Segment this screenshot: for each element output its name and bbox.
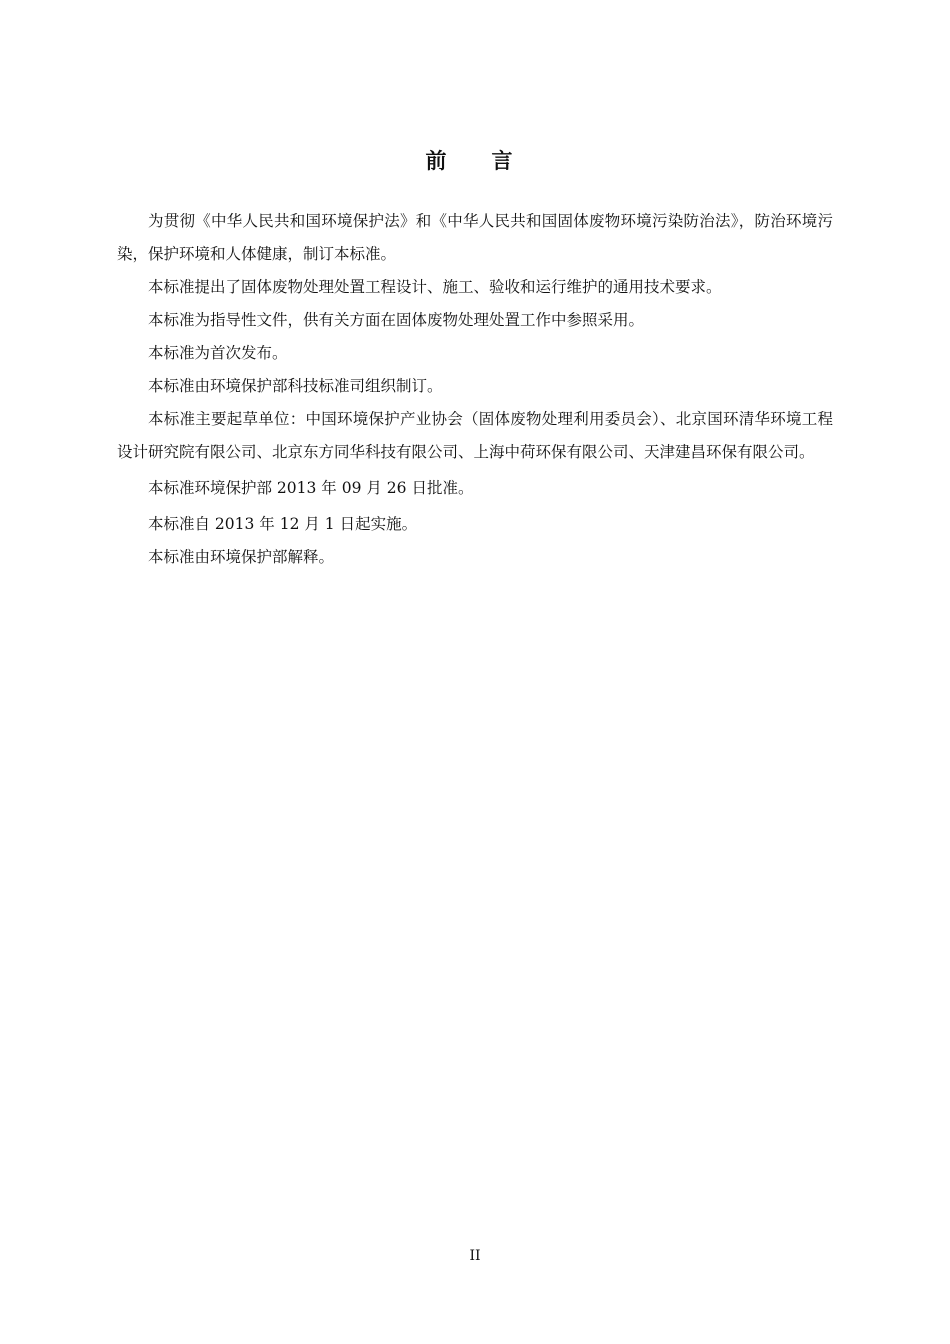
paragraph-purpose: 为贯彻《中华人民共和国环境保护法》和《中华人民共和国固体废物环境污染防治法》，防治环境污染，保护环境和人体健康，制订本标准。 xyxy=(117,212,833,263)
section-title: 前 言 xyxy=(425,149,525,173)
paragraph-first-release: 本标准为首次发布。 xyxy=(148,344,288,362)
paragraph-interpretation: 本标准由环境保护部解释。 xyxy=(148,548,335,566)
foreword-body xyxy=(117,205,833,574)
page-number: II xyxy=(469,1248,481,1264)
paragraph-scope: 本标准提出了固体废物处理处置工程设计、施工、验收和运行维护的通用技术要求。 xyxy=(148,278,722,296)
paragraph-nature: 本标准为指导性文件，供有关方面在固体废物处理处置工作中参照采用。 xyxy=(148,311,645,329)
paragraph-effective-date: 本标准自 2013 年 12 月 1 日起实施。 xyxy=(148,515,418,533)
paragraph-organizer: 本标准由环境保护部科技标准司组织制订。 xyxy=(148,377,443,395)
paragraph-drafting-units: 本标准主要起草单位：中国环境保护产业协会（固体废物处理利用委员会）、北京国环清华环境工程设计研究院有限公司、北京东方同华科技有限公司、上海中荷环保有限公司、天津建昌环保有限公司。 xyxy=(117,410,833,461)
paragraph-approval-date: 本标准环境保护部 2013 年 09 月 26 日批准。 xyxy=(148,479,474,497)
